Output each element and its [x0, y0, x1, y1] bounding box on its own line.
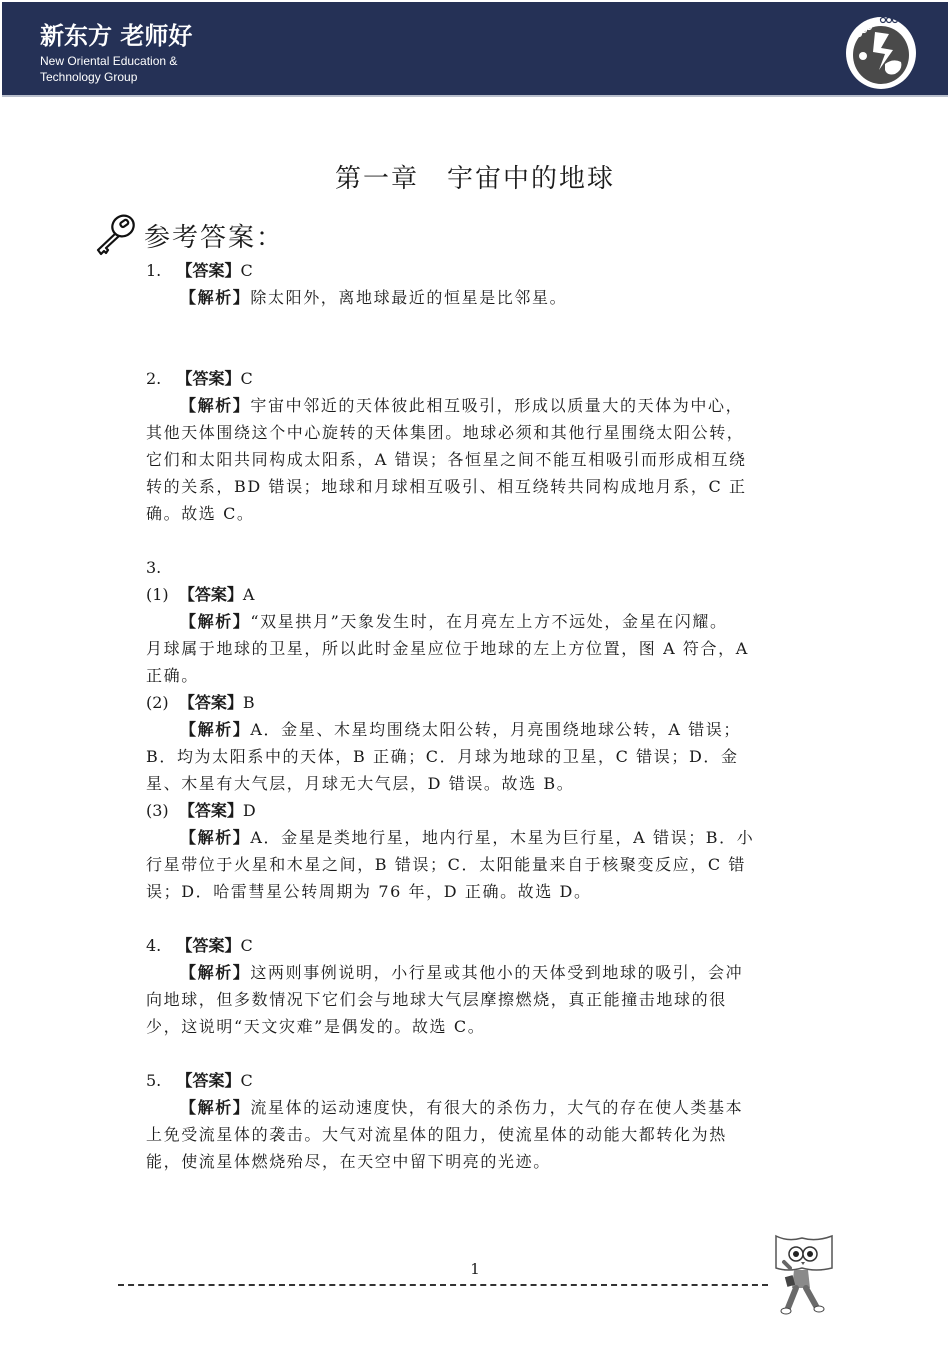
analysis-text: 正确。	[146, 666, 199, 685]
answer-value: B	[242, 693, 255, 712]
key-icon	[92, 212, 138, 258]
answer-label: 【答案】	[176, 1071, 241, 1090]
answer-label: 【答案】	[178, 801, 243, 820]
analysis-text: A．金星、木星均围绕太阳公转，月亮围绕地球公转，A 错误；	[250, 720, 742, 739]
analysis-label: 【解析】	[180, 1098, 251, 1117]
answer-value: C	[240, 261, 253, 280]
earth-globe-logo-icon	[845, 12, 917, 90]
question-5-answer	[146, 1067, 801, 1094]
question-number: 5.	[146, 1071, 162, 1090]
answer-value: C	[240, 1071, 253, 1090]
brand-name-cn: 新东方 老师好	[40, 22, 193, 50]
analysis-text: A．金星是类地行星，地内行星，木星为巨行星，A 错误；B．小	[250, 828, 755, 847]
analysis-text: 误；D．哈雷彗星公转周期为 76 年，D 正确。故选 D。	[146, 882, 592, 901]
analysis-label: 【解析】	[180, 720, 251, 739]
analysis-label: 【解析】	[180, 612, 251, 631]
question-2-analysis	[146, 392, 801, 419]
question-1-analysis	[146, 284, 801, 311]
analysis-text: 宇宙中邻近的天体彼此相互吸引，形成以质量大的天体为中心，	[250, 396, 744, 415]
question-3-3-answer	[146, 797, 801, 824]
answer-value: A	[242, 585, 255, 604]
question-3-number: 3.	[146, 558, 162, 577]
page-number: 1	[470, 1260, 480, 1278]
sub-question-number: (1)	[146, 585, 169, 604]
analysis-text: 月球属于地球的卫星，所以此时金星应位于地球的左上方位置，图 A 符合，A	[146, 639, 749, 658]
brand-name-en	[40, 53, 177, 85]
answers-heading	[92, 210, 284, 260]
answer-value: D	[242, 801, 256, 820]
answer-label: 【答案】	[176, 369, 241, 388]
answer-label: 【答案】	[176, 261, 241, 280]
question-3-3-analysis	[146, 824, 801, 851]
analysis-text: “双星拱月”天象发生时，在月亮左上方不远处，金星在闪耀。	[250, 612, 728, 631]
analysis-text: 向地球，但多数情况下它们会与地球大气层摩擦燃烧，真正能撞击地球的很	[146, 990, 727, 1009]
answer-label: 【答案】	[178, 585, 243, 604]
analysis-label: 【解析】	[180, 396, 251, 415]
question-3-2-analysis	[146, 716, 801, 743]
analysis-text: B．均为太阳系中的天体，B 正确；C．月球为地球的卫星，C 错误；D．金	[146, 747, 739, 766]
question-4-answer	[146, 932, 801, 959]
chapter-title: 第一章 宇宙中的地球	[334, 164, 615, 194]
analysis-text: 能，使流星体燃烧殆尽，在天空中留下明亮的光迹。	[146, 1152, 551, 1171]
header-banner	[2, 2, 948, 97]
question-number: 2.	[146, 369, 162, 388]
question-4-analysis	[146, 959, 801, 986]
sub-question-number: (2)	[146, 693, 169, 712]
analysis-text: 除太阳外，离地球最近的恒星是比邻星。	[250, 288, 568, 307]
brand-en-line1: New Oriental Education &	[40, 54, 178, 68]
book-mascot-icon	[768, 1232, 840, 1318]
question-number: 4.	[146, 936, 162, 955]
analysis-text: 这两则事例说明，小行星或其他小的天体受到地球的吸引，会冲	[250, 963, 744, 982]
question-number: 1.	[146, 261, 162, 280]
analysis-text: 行星带位于火星和木星之间，B 错误；C．太阳能量来自于核聚变反应，C 错	[146, 855, 747, 874]
answers-heading-text: 参考答案：	[144, 222, 285, 253]
answer-content	[146, 257, 801, 1175]
analysis-label: 【解析】	[180, 828, 251, 847]
answer-label: 【答案】	[178, 693, 243, 712]
analysis-text: 其他天体围绕这个中心旋转的天体集团。地球必须和其他行星围绕太阳公转，	[146, 423, 745, 442]
analysis-label: 【解析】	[180, 963, 251, 982]
question-3-1-answer	[146, 581, 801, 608]
brand-en-line2: Technology Group	[40, 70, 138, 84]
analysis-text: 少，这说明“天文灾难”是偶发的。故选 C。	[146, 1017, 486, 1036]
analysis-text: 转的关系，BD 错误；地球和月球相互吸引、相互绕转共同构成地月系，C 正	[146, 477, 747, 496]
footer-divider	[118, 1284, 768, 1286]
question-5-analysis	[146, 1094, 801, 1121]
question-1-answer	[146, 257, 801, 284]
question-3-1-analysis	[146, 608, 801, 635]
answer-value: C	[240, 936, 253, 955]
question-3-2-answer	[146, 689, 801, 716]
answer-value: C	[240, 369, 253, 388]
analysis-label: 【解析】	[180, 288, 251, 307]
sub-question-number: (3)	[146, 801, 169, 820]
answer-label: 【答案】	[176, 936, 241, 955]
analysis-text: 上免受流星体的袭击。大气对流星体的阻力，使流星体的动能大都转化为热	[146, 1125, 727, 1144]
question-2-answer	[146, 365, 801, 392]
analysis-text: 流星体的运动速度快，有很大的杀伤力，大气的存在使人类基本	[250, 1098, 744, 1117]
analysis-text: 星、木星有大气层，月球无大气层，D 错误。故选 B。	[146, 774, 575, 793]
analysis-text: 它们和太阳共同构成太阳系，A 错误；各恒星之间不能互相吸引而形成相互绕	[146, 450, 747, 469]
analysis-text: 确。故选 C。	[146, 504, 255, 523]
